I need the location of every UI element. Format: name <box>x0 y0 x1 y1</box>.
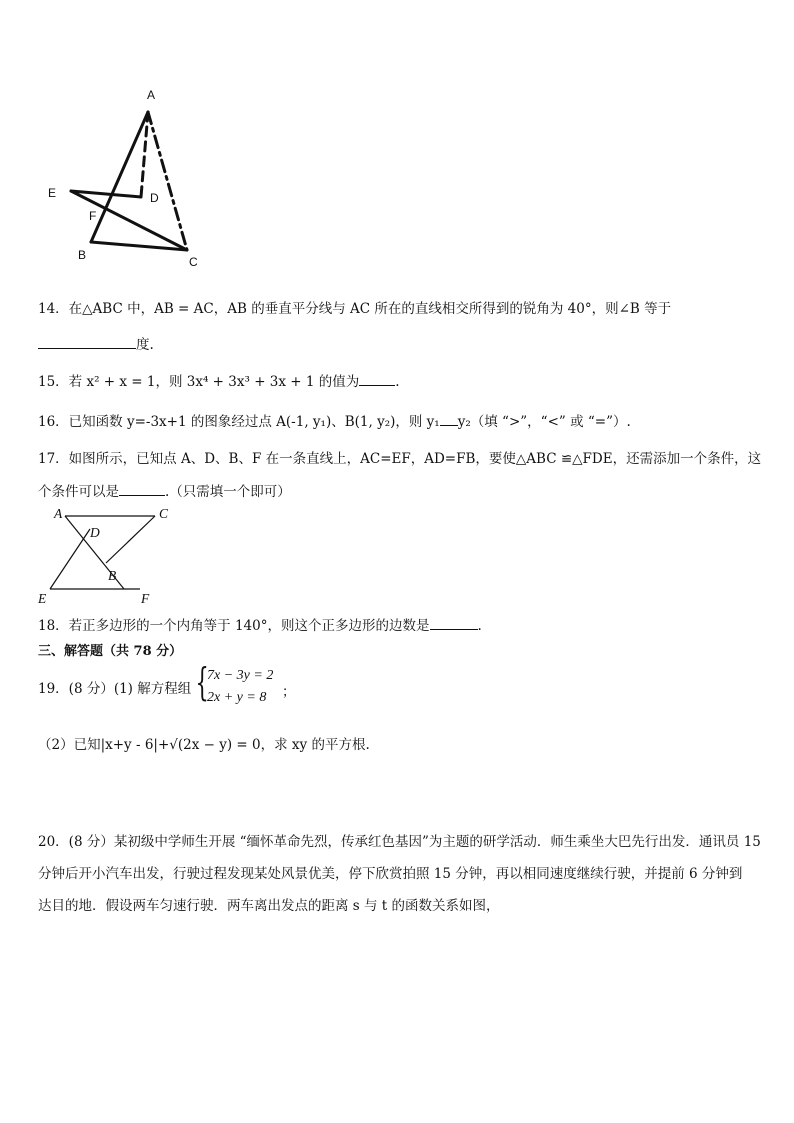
edge-ac-dashdot <box>148 112 187 250</box>
question-17-suffix: .（只需填一个即可） <box>165 484 291 500</box>
equation-system-brace: { <box>195 660 209 704</box>
question-14-suffix: 度. <box>136 337 154 353</box>
equation-semicolon: ； <box>282 684 296 700</box>
answer-blank-17[interactable] <box>119 494 165 496</box>
question-18 <box>38 614 482 634</box>
question-16-text: 16．已知函数 y=-3x+1 的图象经过点 A(-1, y₁)、B(1, y₂)，则 y₁ <box>38 414 440 430</box>
label-a: A <box>147 88 156 102</box>
question-17-line1: 17．如图所示，已知点 A、D、B、F 在一条直线上，AC=EF，AD=FB，要使△ABC ≌△FDE，还需添加一个条件，这 <box>38 451 762 467</box>
question-14-line2 <box>38 333 154 353</box>
equation-1: 7x − 3y = 2 <box>207 668 274 683</box>
question-19-part1: 19．(8 分）(1) 解方程组 <box>38 681 192 697</box>
question-20-line3: 达目的地．假设两车匀速行驶．两车离出发点的距离 s 与 t 的函数关系如图， <box>38 898 500 914</box>
figure-triangle-svg <box>40 85 220 270</box>
edge-de <box>50 529 90 589</box>
label-d: D <box>150 191 159 205</box>
question-15-text: 15．若 x² + x = 1，则 3x⁴ + 3x³ + 3x + 1 的值为 <box>38 374 360 390</box>
answer-blank-14[interactable] <box>38 347 136 349</box>
label-a: A <box>54 506 63 521</box>
question-15 <box>38 370 400 390</box>
question-17-line2 <box>38 480 291 500</box>
question-16-mid: y₂（填 “>”，“<” 或 “=”）. <box>457 414 631 430</box>
question-16 <box>38 410 631 430</box>
label-e: E <box>38 591 47 606</box>
question-20-line2: 分钟后开小汽车出发，行驶过程发现某处风景优美，停下欣赏拍照 15 分钟，再以相同速度继续行驶，并提前 6 分钟到 <box>38 866 743 882</box>
answer-blank-16[interactable] <box>440 424 458 426</box>
figure-triangles-acdbef <box>36 503 186 607</box>
answer-blank-18[interactable] <box>430 628 478 630</box>
label-b: B <box>78 248 87 262</box>
edge-ab <box>91 112 148 242</box>
equation-2: 2x + y = 8 <box>207 690 267 705</box>
edge-cb <box>106 516 155 563</box>
label-c: C <box>189 255 198 269</box>
label-e: E <box>48 186 57 200</box>
question-19-part2: （2）已知|x+y - 6|+√(2x − y) = 0，求 xy 的平方根. <box>38 737 370 753</box>
label-f: F <box>89 209 97 223</box>
question-20-line1: 20．(8 分）某初级中学师生开展 “缅怀革命先烈，传承红色基因”为主题的研学活动．师生乘坐大巴先行出发．通讯员 15 <box>38 834 761 850</box>
label-b: B <box>108 568 117 583</box>
label-f: F <box>141 591 150 606</box>
question-18-end: . <box>477 618 482 634</box>
label-d: D <box>90 525 100 540</box>
figure-triangle-abcdef <box>40 85 220 270</box>
section-3-title: 三、解答题（共 78 分） <box>38 644 183 659</box>
label-c: C <box>159 506 169 521</box>
question-15-end: . <box>395 374 400 390</box>
question-18-text: 18．若正多边形的一个内角等于 140°，则这个正多边形的边数是 <box>38 618 430 634</box>
question-14-line1: 14．在△ABC 中，AB = AC，AB 的垂直平分线与 AC 所在的直线相交所得到的锐角为 40°，则∠B 等于 <box>38 301 672 317</box>
answer-blank-15[interactable] <box>359 384 395 386</box>
question-17-prefix: 个条件可以是 <box>38 484 119 500</box>
